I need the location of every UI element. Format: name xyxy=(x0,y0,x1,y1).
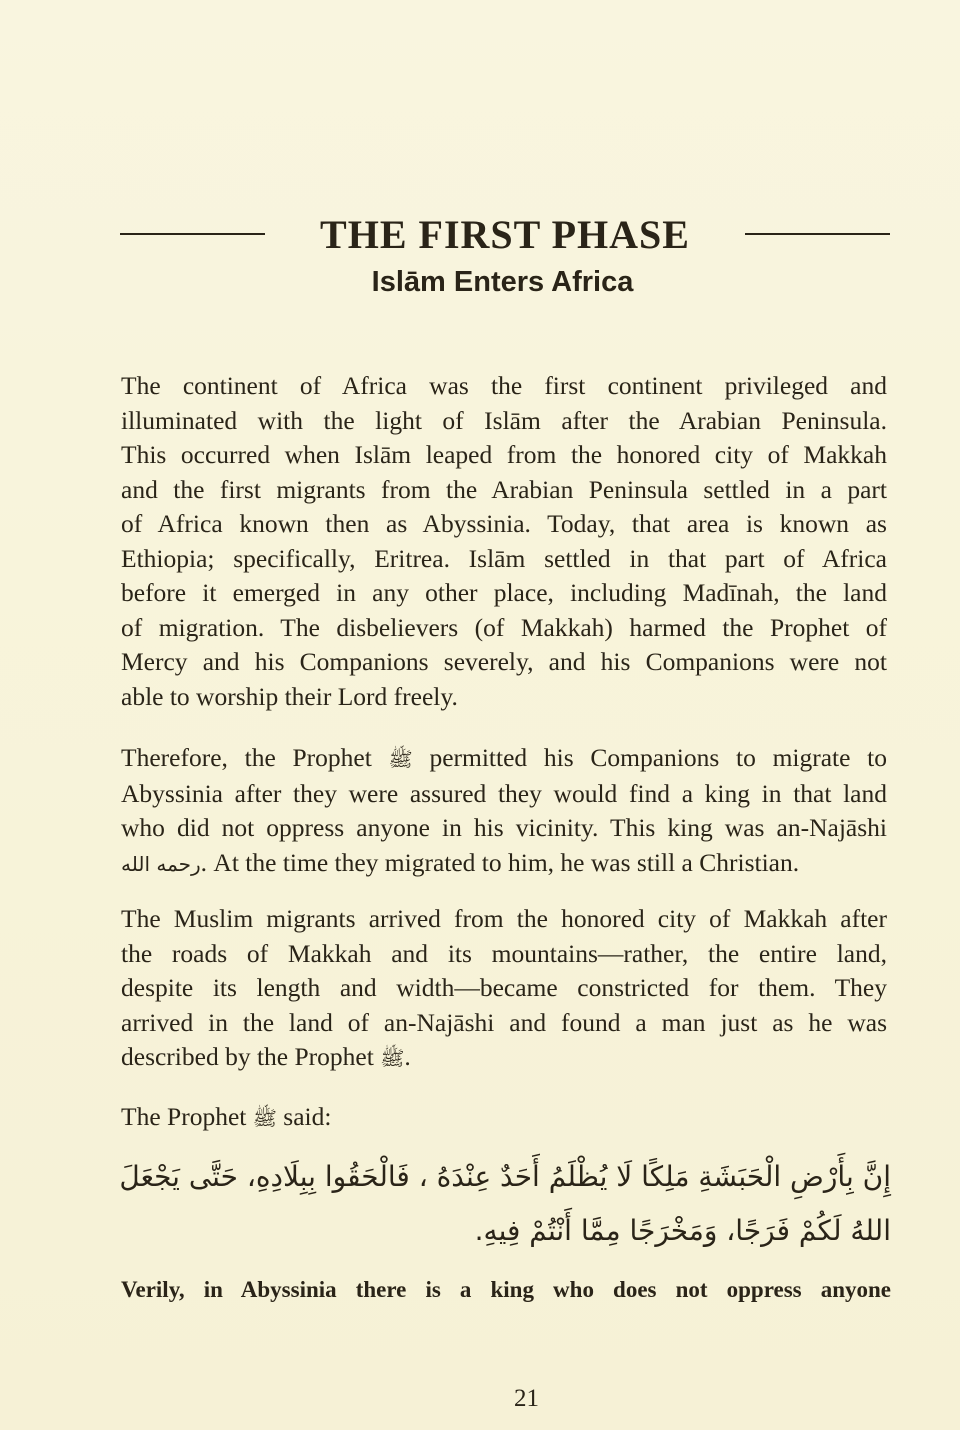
text-line: the roads of Makkah and its mountains—rather, the entire land, xyxy=(121,938,887,968)
text-segment: . xyxy=(404,1042,411,1071)
text-segment: . At the time they migrated to him, he was still a Christian. xyxy=(200,847,800,877)
text-line: who did not oppress anyone in his vicinity. This king was an-Najāshi xyxy=(121,813,887,842)
text-line xyxy=(121,846,887,882)
text-line xyxy=(121,741,887,777)
paragraph-1 xyxy=(121,369,887,714)
text-segment: The Prophet xyxy=(121,1102,247,1131)
text-line xyxy=(121,1100,887,1136)
chapter-title: THE FIRST PHASE xyxy=(320,211,690,257)
text-segment: permitted his Companions to migrate to xyxy=(429,743,888,772)
chapter-subtitle: Islām Enters Africa xyxy=(371,266,634,298)
text-segment: Therefore, the Prophet xyxy=(121,743,372,772)
paragraph-3 xyxy=(121,902,887,1076)
arabic-line: إِنَّ بِأَرْضِ الْحَبَشَةِ مَلِكًا لَا يُظْلَمُ أَحَدٌ عِنْدَهُ ، فَالْحَقُوا بِبِلَادِهِ، حَتَّى يَجْعَلَ xyxy=(119,1160,891,1193)
text-line: The continent of Africa was the first continent privileged and xyxy=(121,371,887,400)
text-line xyxy=(121,1040,887,1076)
chapter-heading xyxy=(120,206,890,262)
salutation-glyph-icon: ﷺ xyxy=(380,1046,405,1070)
text-line: of migration. The disbelievers (of Makkah) harmed the Prophet of xyxy=(121,612,887,642)
text-line: Abyssinia after they were assured they would find a king in that land xyxy=(121,778,887,808)
text-line: Mercy and his Companions severely, and his Companions were not xyxy=(121,647,887,676)
text-line: of Africa known then as Abyssinia. Today, that area is known as xyxy=(121,509,887,538)
arabic-line: اللهُ لَكُمْ فَرَجًا، وَمَخْرَجًا مِمَّا أَنْتُمْ فِيهِ. xyxy=(474,1214,891,1247)
text-segment: described by the Prophet xyxy=(121,1042,374,1071)
paragraph-2 xyxy=(121,741,887,881)
hadith-translation: Verily, in Abyssinia there is a king who does not oppress anyone xyxy=(121,1277,891,1302)
text-line: illuminated with the light of Islām after the Arabian Peninsula. xyxy=(121,405,887,435)
salutation-glyph-icon: ﷺ xyxy=(252,1106,277,1130)
paragraph-4 xyxy=(121,1100,887,1136)
text-segment: said: xyxy=(283,1102,332,1131)
text-line: despite its length and width—became constricted for them. They xyxy=(121,973,887,1002)
mercy-glyph-icon: رحمه الله xyxy=(121,851,201,876)
text-line: able to worship their Lord freely. xyxy=(121,681,458,711)
text-line: Ethiopia; specifically, Eritrea. Islām settled in that part of Africa xyxy=(121,543,887,573)
text-line: This occurred when Islām leaped from the honored city of Makkah xyxy=(121,440,887,469)
page-number: 21 xyxy=(514,1385,539,1412)
title-rule-right xyxy=(745,233,890,235)
salutation-glyph-icon: ﷺ xyxy=(388,747,413,771)
text-line: and the first migrants from the Arabian Peninsula settled in a part xyxy=(121,474,887,504)
text-line: before it emerged in any other place, including Madīnah, the land xyxy=(121,578,887,607)
text-line: The Muslim migrants arrived from the honored city of Makkah after xyxy=(121,904,887,933)
title-rule-left xyxy=(120,233,265,235)
hadith-arabic xyxy=(121,1150,891,1258)
text-line: arrived in the land of an-Najāshi and found a man just as he was xyxy=(121,1007,887,1037)
